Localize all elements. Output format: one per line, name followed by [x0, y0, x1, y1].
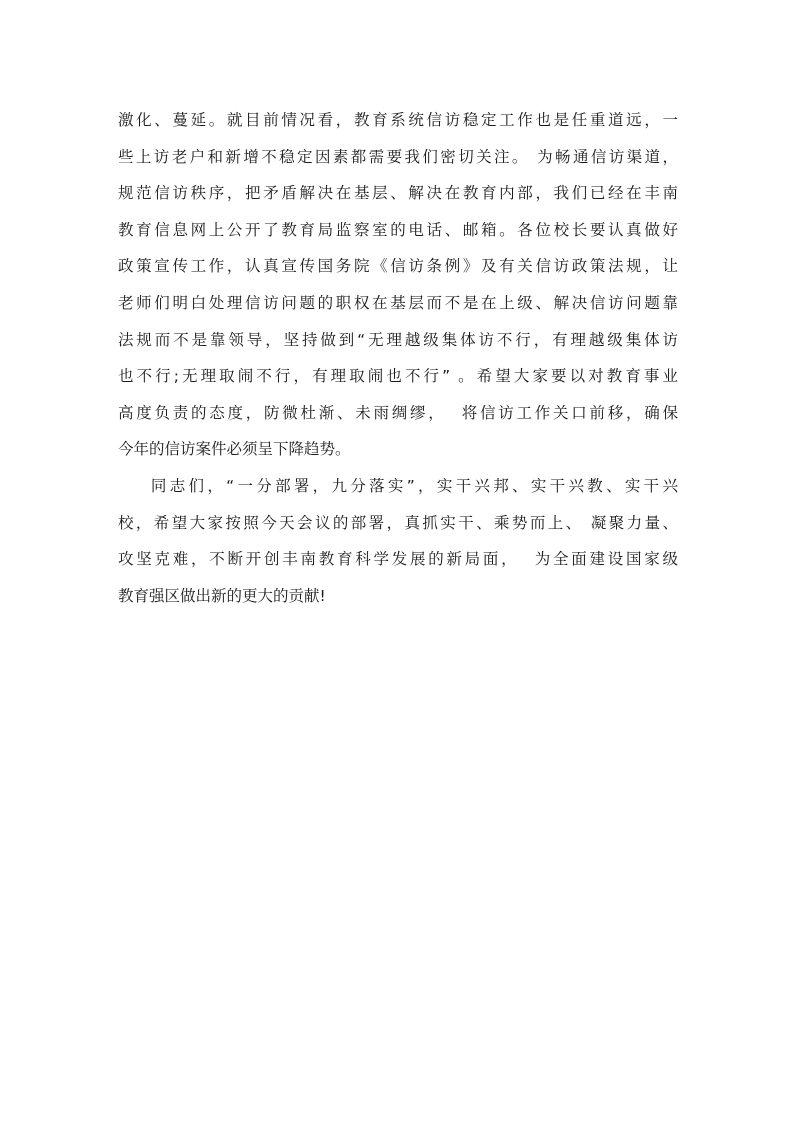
text-line: 也不行;无理取闹不行，有理取闹也不行” 。希望大家要以对教育事业	[118, 367, 678, 386]
text-line: 些上访老户和新增不稳定因素都需要我们密切关注。 为畅通信访渠道，	[118, 147, 678, 166]
text-line: 攻坚克难，不断开创丰南教育科学发展的新局面， 为全面建设国家级	[118, 550, 678, 569]
text-line: 法规而不是靠领导，坚持做到“无理越级集体访不行，有理越级集体访	[118, 330, 678, 349]
text-line: 激化、蔓延。就目前情况看，教育系统信访稳定工作也是任重道远，一	[118, 111, 678, 129]
text-line: 教育强区做出新的更大的贡献!	[118, 586, 326, 605]
text-line: 规范信访秩序，把矛盾解决在基层、解决在教育内部，我们已经在丰南	[118, 184, 678, 203]
text-line: 今年的信访案件必须呈下降趋势。	[118, 440, 351, 459]
text-line: 校，希望大家按照今天会议的部署，真抓实干、乘势而上、 凝聚力量、	[118, 513, 678, 532]
paragraph-1	[118, 102, 678, 468]
text-line: 政策宣传工作，认真宣传国务院《信访条例》及有关信访政策法规，让	[118, 257, 678, 276]
text-line: 教育信息网上公开了教育局监察室的电话、邮箱。各位校长要认真做好	[118, 220, 678, 239]
text-line: 同志们，“一分部署，九分落实”，实干兴邦、实干兴教、实干兴	[118, 476, 678, 495]
paragraph-2	[118, 468, 678, 614]
document-body	[118, 102, 678, 614]
text-line: 老师们明白处理信访问题的职权在基层而不是在上级、解决信访问题靠	[118, 293, 678, 312]
text-line: 高度负责的态度，防微杜渐、未雨绸缪， 将信访工作关口前移，确保	[118, 403, 678, 422]
